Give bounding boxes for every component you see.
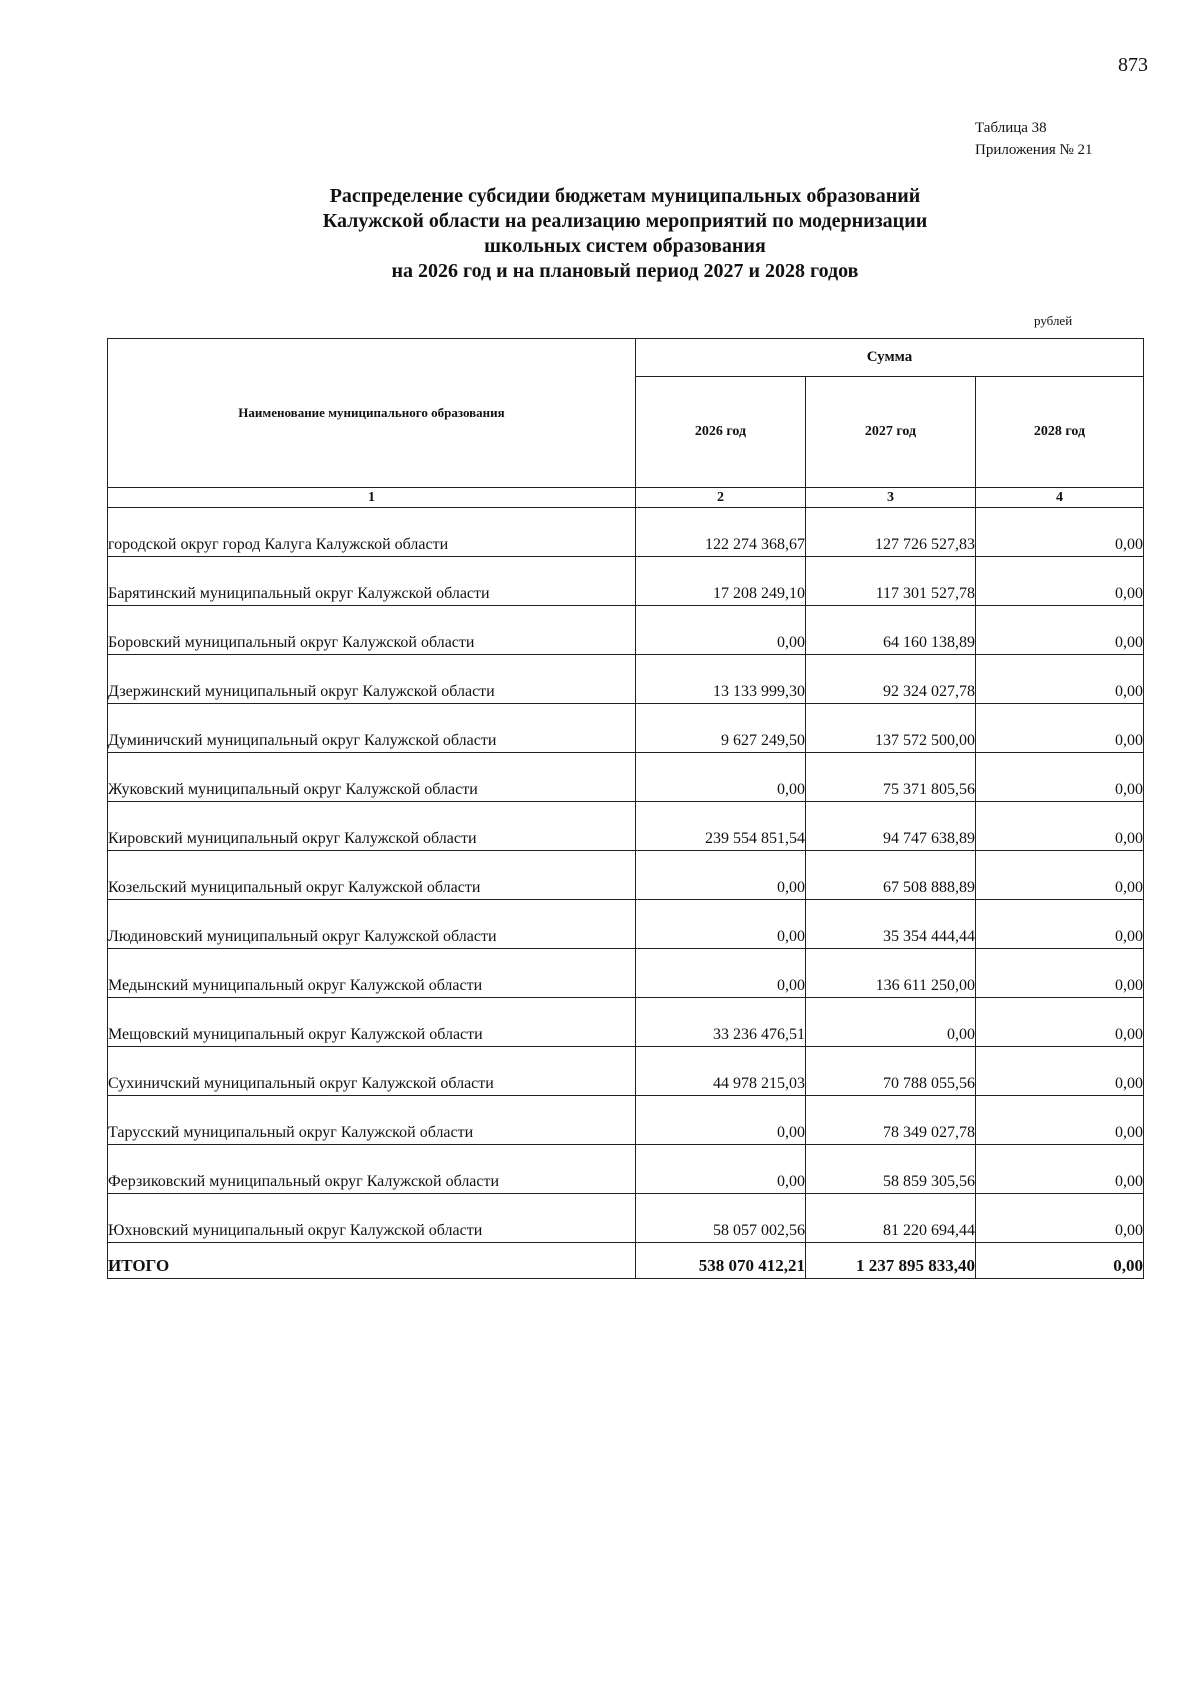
municipality-name: Боровский муниципальный округ Калужской области bbox=[108, 606, 636, 655]
amount-2028: 0,00 bbox=[976, 655, 1144, 704]
amount-2026: 33 236 476,51 bbox=[636, 998, 806, 1047]
amount-2026: 0,00 bbox=[636, 949, 806, 998]
municipality-name: Думиничский муниципальный округ Калужской области bbox=[108, 704, 636, 753]
column-number: 4 bbox=[976, 488, 1144, 508]
title-line: Калужской области на реализацию мероприятий по модернизации bbox=[322, 210, 928, 232]
table-row bbox=[108, 508, 1144, 557]
table-row bbox=[108, 704, 1144, 753]
table-row bbox=[108, 753, 1144, 802]
amount-2026: 239 554 851,54 bbox=[636, 802, 806, 851]
total-2028: 0,00 bbox=[976, 1243, 1144, 1279]
amount-2026: 0,00 bbox=[636, 753, 806, 802]
amount-2028: 0,00 bbox=[976, 949, 1144, 998]
table-row bbox=[108, 606, 1144, 655]
amount-2027: 81 220 694,44 bbox=[806, 1194, 976, 1243]
amount-2026: 58 057 002,56 bbox=[636, 1194, 806, 1243]
municipality-name: Кировский муниципальный округ Калужской области bbox=[108, 802, 636, 851]
amount-2026: 0,00 bbox=[636, 900, 806, 949]
table-row bbox=[108, 851, 1144, 900]
amount-2028: 0,00 bbox=[976, 802, 1144, 851]
units-label: рублей bbox=[1034, 313, 1073, 328]
amount-2027: 136 611 250,00 bbox=[806, 949, 976, 998]
municipality-name: Сухиничский муниципальный округ Калужской области bbox=[108, 1047, 636, 1096]
amount-2026: 0,00 bbox=[636, 606, 806, 655]
amount-2026: 0,00 bbox=[636, 1096, 806, 1145]
amount-2028: 0,00 bbox=[976, 998, 1144, 1047]
municipality-name: Ферзиковский муниципальный округ Калужской области bbox=[108, 1145, 636, 1194]
total-2026: 538 070 412,21 bbox=[636, 1243, 806, 1279]
amount-2027: 117 301 527,78 bbox=[806, 557, 976, 606]
title-line: на 2026 год и на плановый период 2027 и 2028 годов bbox=[391, 260, 859, 282]
amount-2028: 0,00 bbox=[976, 557, 1144, 606]
table-row bbox=[108, 802, 1144, 851]
municipality-name: Дзержинский муниципальный округ Калужской области bbox=[108, 655, 636, 704]
table-row bbox=[108, 998, 1144, 1047]
amount-2026: 17 208 249,10 bbox=[636, 557, 806, 606]
amount-2028: 0,00 bbox=[976, 1047, 1144, 1096]
header-year-2027: 2027 год bbox=[806, 377, 976, 488]
municipality-name: Жуковский муниципальный округ Калужской области bbox=[108, 753, 636, 802]
amount-2027: 137 572 500,00 bbox=[806, 704, 976, 753]
amount-2026: 0,00 bbox=[636, 1145, 806, 1194]
amount-2028: 0,00 bbox=[976, 1145, 1144, 1194]
amount-2028: 0,00 bbox=[976, 704, 1144, 753]
header-year-2026: 2026 год bbox=[636, 377, 806, 488]
table-row bbox=[108, 1096, 1144, 1145]
amount-2027: 0,00 bbox=[806, 998, 976, 1047]
amount-2028: 0,00 bbox=[976, 1096, 1144, 1145]
total-row bbox=[108, 1243, 1144, 1279]
table-row bbox=[108, 557, 1144, 606]
municipality-name: Козельский муниципальный округ Калужской области bbox=[108, 851, 636, 900]
table-row bbox=[108, 1047, 1144, 1096]
amount-2027: 67 508 888,89 bbox=[806, 851, 976, 900]
amount-2027: 127 726 527,83 bbox=[806, 508, 976, 557]
amount-2027: 94 747 638,89 bbox=[806, 802, 976, 851]
amount-2027: 70 788 055,56 bbox=[806, 1047, 976, 1096]
appendix-reference bbox=[975, 117, 1093, 161]
amount-2026: 9 627 249,50 bbox=[636, 704, 806, 753]
table-row bbox=[108, 900, 1144, 949]
amount-2028: 0,00 bbox=[976, 851, 1144, 900]
annex-label: Приложения № 21 bbox=[975, 142, 1093, 158]
municipality-name: Тарусский муниципальный округ Калужской области bbox=[108, 1096, 636, 1145]
municipality-name: Мещовский муниципальный округ Калужской области bbox=[108, 998, 636, 1047]
table-row bbox=[108, 1194, 1144, 1243]
amount-2026: 0,00 bbox=[636, 851, 806, 900]
municipality-name: Юхновский муниципальный округ Калужской области bbox=[108, 1194, 636, 1243]
header-name: Наименование муниципального образования bbox=[108, 339, 636, 488]
municipality-name: Барятинский муниципальный округ Калужской области bbox=[108, 557, 636, 606]
amount-2027: 35 354 444,44 bbox=[806, 900, 976, 949]
title-line: Распределение субсидии бюджетам муниципальных образований bbox=[329, 185, 921, 207]
amount-2028: 0,00 bbox=[976, 1194, 1144, 1243]
column-number: 1 bbox=[108, 488, 636, 508]
table-row bbox=[108, 655, 1144, 704]
amount-2026: 13 133 999,30 bbox=[636, 655, 806, 704]
table-label: Таблица 38 bbox=[975, 120, 1047, 136]
municipality-name: Людиновский муниципальный округ Калужской области bbox=[108, 900, 636, 949]
table-row bbox=[108, 1145, 1144, 1194]
municipality-name: Медынский муниципальный округ Калужской области bbox=[108, 949, 636, 998]
header-year-2028: 2028 год bbox=[976, 377, 1144, 488]
column-number: 2 bbox=[636, 488, 806, 508]
document-title bbox=[200, 184, 1050, 284]
amount-2028: 0,00 bbox=[976, 606, 1144, 655]
total-2027: 1 237 895 833,40 bbox=[806, 1243, 976, 1279]
amount-2026: 122 274 368,67 bbox=[636, 508, 806, 557]
header-sum: Сумма bbox=[636, 339, 1144, 377]
amount-2026: 44 978 215,03 bbox=[636, 1047, 806, 1096]
column-number: 3 bbox=[806, 488, 976, 508]
total-label: ИТОГО bbox=[108, 1243, 636, 1279]
amount-2027: 75 371 805,56 bbox=[806, 753, 976, 802]
amount-2028: 0,00 bbox=[976, 753, 1144, 802]
municipality-name: городской округ город Калуга Калужской области bbox=[108, 508, 636, 557]
amount-2028: 0,00 bbox=[976, 900, 1144, 949]
page-number: 873 bbox=[1118, 54, 1148, 76]
subsidy-table bbox=[107, 338, 1144, 1279]
amount-2028: 0,00 bbox=[976, 508, 1144, 557]
table-row bbox=[108, 949, 1144, 998]
amount-2027: 58 859 305,56 bbox=[806, 1145, 976, 1194]
title-line: школьных систем образования bbox=[484, 235, 766, 257]
amount-2027: 64 160 138,89 bbox=[806, 606, 976, 655]
amount-2027: 92 324 027,78 bbox=[806, 655, 976, 704]
amount-2027: 78 349 027,78 bbox=[806, 1096, 976, 1145]
